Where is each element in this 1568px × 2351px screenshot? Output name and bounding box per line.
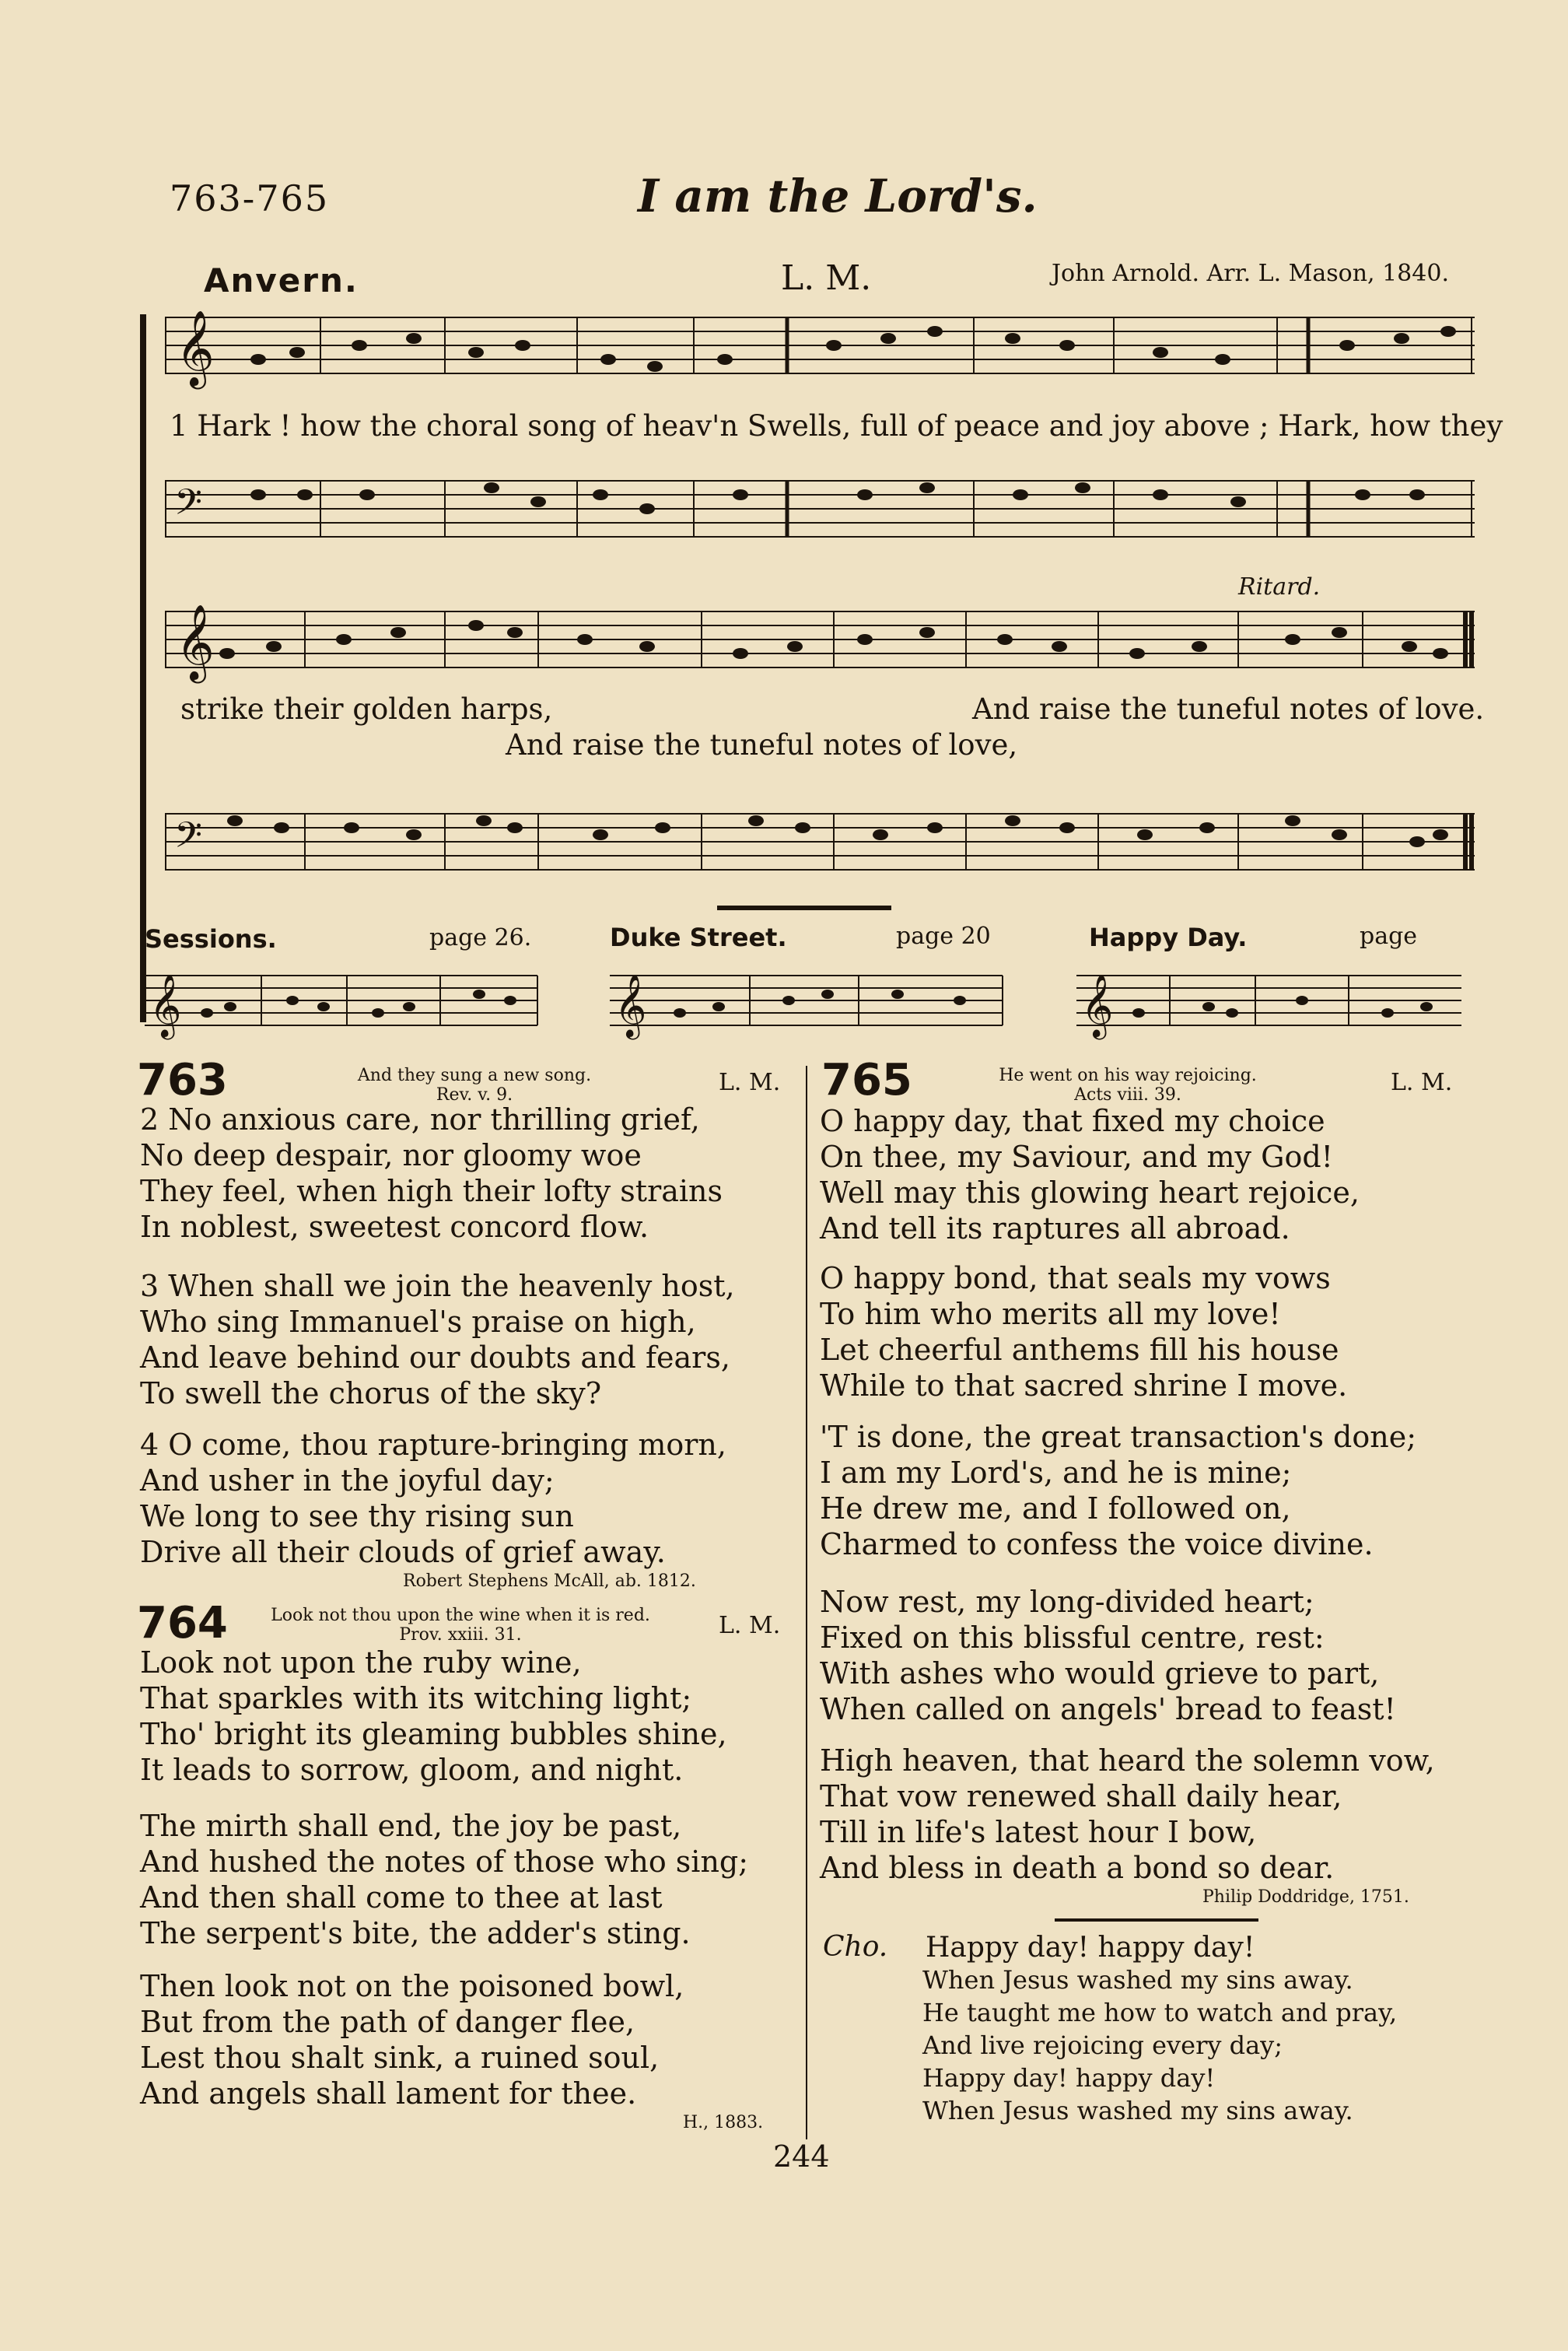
verse-line: When called on angels' bread to feast! bbox=[820, 1692, 1396, 1726]
verse-line: Now rest, my long-divided heart; bbox=[820, 1585, 1314, 1619]
verse-line: 'T is done, the great transaction's done; bbox=[820, 1420, 1416, 1454]
tune-name: Anvern. bbox=[204, 261, 359, 300]
verse-line: Who sing Immanuel's praise on high, bbox=[140, 1305, 696, 1339]
verse-line: That sparkles with its witching light; bbox=[140, 1681, 692, 1715]
verse-line: 3 When shall we join the heavenly host, bbox=[140, 1269, 735, 1303]
verse-line: And angels shall lament for thee. bbox=[140, 2076, 637, 2111]
hymn-765-author: Philip Doddridge, 1751. bbox=[1202, 1887, 1409, 1907]
alt-tune-name-2: Duke Street. bbox=[610, 923, 787, 952]
verse-line: O happy day, that fixed my choice bbox=[820, 1104, 1325, 1138]
tune-credit: John Arnold. Arr. L. Mason, 1840. bbox=[1052, 260, 1449, 287]
chorus-label: Cho. bbox=[823, 1931, 888, 1963]
verse-line: O happy bond, that seals my vows bbox=[820, 1261, 1331, 1295]
alt-tune-page-1: page 26. bbox=[429, 924, 532, 951]
alt-tune-name-1: Sessions. bbox=[145, 924, 277, 954]
hymn-763-meter: L. M. bbox=[719, 1069, 781, 1096]
chorus-line: When Jesus washed my sins away. bbox=[922, 2096, 1353, 2125]
verse-line: Fixed on this blissful centre, rest: bbox=[820, 1620, 1325, 1655]
alt-tune-name-3: Happy Day. bbox=[1089, 923, 1248, 952]
hymn-range: 763-765 bbox=[170, 177, 330, 219]
verse-line: Lest thou shalt sink, a ruined soul, bbox=[140, 2041, 660, 2075]
verse-line: While to that sacred shrine I move. bbox=[820, 1368, 1348, 1403]
verse-line: To him who merits all my love! bbox=[820, 1297, 1281, 1331]
svg-text:𝄞: 𝄞 bbox=[614, 973, 647, 1037]
music-staff-bass-1 bbox=[165, 459, 1475, 560]
hymn-764-author: H., 1883. bbox=[683, 2113, 764, 2132]
hymn-number-765: 765 bbox=[821, 1055, 912, 1105]
verse-line: The mirth shall end, the joy be past, bbox=[140, 1809, 682, 1843]
svg-text:𝄢: 𝄢 bbox=[174, 815, 203, 865]
verse-line: With ashes who would grieve to part, bbox=[820, 1656, 1380, 1691]
chorus-line: When Jesus washed my sins away. bbox=[922, 1965, 1353, 1995]
verse-line: And usher in the joyful day; bbox=[140, 1463, 555, 1498]
chorus-line: And live rejoicing every day; bbox=[922, 2030, 1283, 2060]
verse-line: High heaven, that heard the solemn vow, bbox=[820, 1743, 1435, 1778]
lyric-line-2b: And raise the tuneful notes of love. bbox=[972, 692, 1485, 726]
verse-line: Let cheerful anthems fill his house bbox=[820, 1333, 1339, 1367]
hymn-number-763: 763 bbox=[137, 1055, 228, 1105]
music-staff-treble-1 bbox=[165, 296, 1475, 412]
music-staff-treble-2 bbox=[165, 576, 1475, 692]
verse-line: And leave behind our doubts and fears, bbox=[140, 1340, 730, 1375]
alt-tune-page-2: page 20 bbox=[896, 923, 991, 950]
music-staff-bass-2 bbox=[165, 778, 1475, 887]
hymn-763-scripture bbox=[319, 1066, 630, 1105]
verse-line: I am my Lord's, and he is mine; bbox=[820, 1456, 1292, 1490]
hymn-765-meter: L. M. bbox=[1391, 1069, 1453, 1096]
scripture-text: He went on his way rejoicing. bbox=[999, 1066, 1257, 1085]
scripture-text: And they sung a new song. bbox=[357, 1066, 592, 1085]
scripture-ref: Prov. xxiii. 31. bbox=[399, 1625, 522, 1645]
scripture-text: Look not thou upon the wine when it is red. bbox=[271, 1606, 650, 1625]
divider-rule bbox=[717, 906, 891, 910]
scripture-ref: Acts viii. 39. bbox=[1074, 1085, 1181, 1105]
tune-meter: L. M. bbox=[781, 258, 872, 298]
column-divider bbox=[806, 1066, 807, 2139]
lyric-line-1: 1 Hark ! how the choral song of heav'n Swells, full of peace and joy above ; Hark, how they bbox=[170, 409, 1503, 443]
verse-line: They feel, when high their lofty strains bbox=[140, 1174, 723, 1208]
verse-line: It leads to sorrow, gloom, and night. bbox=[140, 1753, 684, 1787]
verse-line: Well may this glowing heart rejoice, bbox=[820, 1176, 1360, 1210]
chorus-rule bbox=[1055, 1918, 1258, 1922]
verse-line: He drew me, and I followed on, bbox=[820, 1491, 1291, 1526]
verse-line: And bless in death a bond so dear. bbox=[820, 1851, 1335, 1885]
hymn-765-scripture bbox=[957, 1066, 1299, 1105]
verse-line: No deep despair, nor gloomy woe bbox=[140, 1138, 642, 1172]
svg-text:𝄢: 𝄢 bbox=[174, 482, 203, 532]
incipit-staff-duke-street bbox=[610, 962, 1006, 1047]
verse-line: We long to see thy rising sun bbox=[140, 1499, 574, 1533]
verse-line: Tho' bright its gleaming bubbles shine, bbox=[140, 1717, 727, 1751]
svg-text:𝄞: 𝄞 bbox=[176, 604, 215, 680]
verse-line: And tell its raptures all abroad. bbox=[820, 1211, 1290, 1246]
hymn-763-author: Robert Stephens McAll, ab. 1812. bbox=[403, 1571, 696, 1591]
hymn-764-scripture bbox=[204, 1606, 717, 1645]
chorus-line: Happy day! happy day! bbox=[926, 1932, 1255, 1964]
lyric-line-2a: strike their golden harps, bbox=[180, 692, 553, 726]
verse-line: Till in life's latest hour I bow, bbox=[820, 1815, 1257, 1849]
chorus-line: He taught me how to watch and pray, bbox=[922, 1998, 1398, 2027]
verse-line: 2 No anxious care, nor thrilling grief, bbox=[140, 1102, 700, 1137]
verse-line: On thee, my Saviour, and my God! bbox=[820, 1140, 1333, 1174]
verse-line: But from the path of danger flee, bbox=[140, 2005, 635, 2039]
incipit-staff-happy-day bbox=[1076, 962, 1465, 1047]
alt-tune-page-3: page bbox=[1360, 923, 1418, 950]
verse-line: And then shall come to thee at last bbox=[140, 1880, 663, 1915]
verse-line: That vow renewed shall daily hear, bbox=[820, 1779, 1342, 1813]
verse-line: To swell the chorus of the sky? bbox=[140, 1376, 602, 1410]
hymn-764-meter: L. M. bbox=[719, 1612, 781, 1639]
verse-line: Then look not on the poisoned bowl, bbox=[140, 1969, 684, 2003]
svg-text:𝄞: 𝄞 bbox=[176, 310, 215, 386]
hymn-number-764: 764 bbox=[137, 1598, 228, 1649]
svg-text:𝄞: 𝄞 bbox=[1081, 973, 1114, 1037]
verse-line: And hushed the notes of those who sing; bbox=[140, 1845, 749, 1879]
incipit-staff-sessions bbox=[145, 962, 541, 1047]
system-bracket bbox=[140, 314, 146, 1022]
verse-line: Charmed to confess the voice divine. bbox=[820, 1527, 1374, 1561]
page-number: 244 bbox=[773, 2139, 830, 2174]
ritard-marking: Ritard. bbox=[1238, 576, 1321, 601]
verse-line: 4 O come, thou rapture-bringing morn, bbox=[140, 1428, 726, 1462]
verse-line: Drive all their clouds of grief away. bbox=[140, 1535, 666, 1569]
verse-line: The serpent's bite, the adder's sting. bbox=[140, 1916, 691, 1950]
lyric-line-3: And raise the tuneful notes of love, bbox=[506, 728, 1018, 762]
scripture-ref: Rev. v. 9. bbox=[436, 1085, 513, 1105]
verse-line: In noblest, sweetest concord flow. bbox=[140, 1210, 649, 1244]
section-title: I am the Lord's. bbox=[638, 170, 1038, 222]
svg-text:𝄞: 𝄞 bbox=[149, 973, 182, 1037]
chorus-line: Happy day! happy day! bbox=[922, 2063, 1216, 2093]
verse-line: Look not upon the ruby wine, bbox=[140, 1645, 582, 1680]
